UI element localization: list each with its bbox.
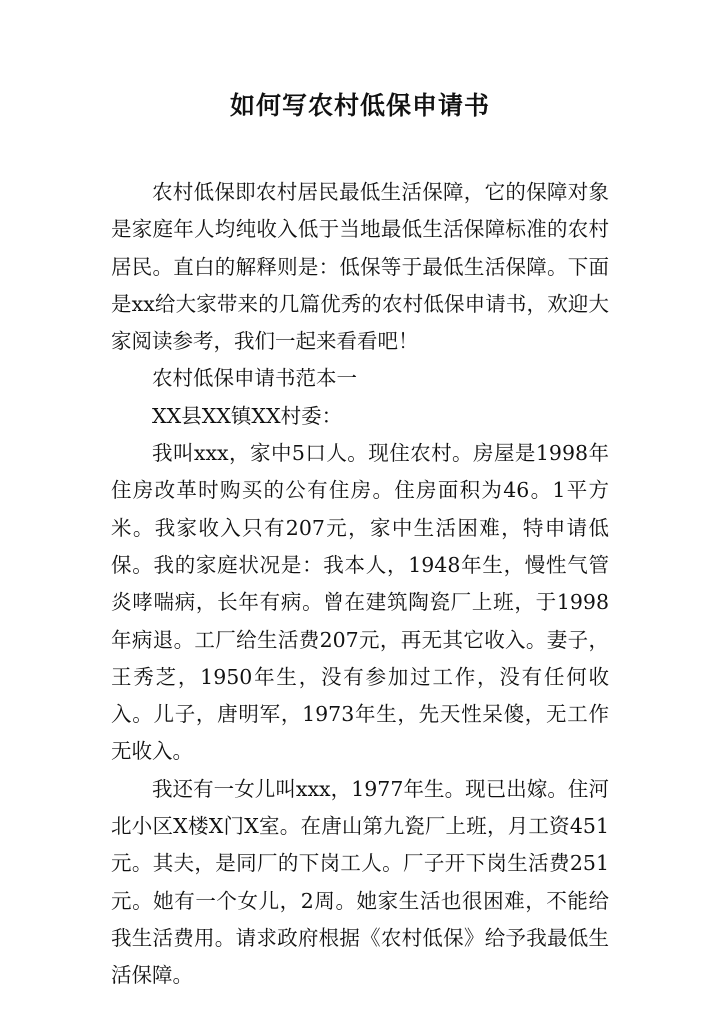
document-title: 如何写农村低保申请书 <box>229 91 490 120</box>
intro-paragraph: 农村低保即农村居民最低生活保障，它的保障对象是家庭年人均纯收入低于当地最低生活保障标准的农村居民。直白的解释则是：低保等于最低生活保障。下面是xx给大家带来的几篇优秀的农村低保申请书，欢迎大家阅读参考，我们一起来看看吧！ <box>111 180 609 354</box>
body-paragraph: 我叫xxx，家中5口人。现住农村。房屋是1998年住房改革时购买的公有住房。住房面积为46。1平方米。我家收入只有207元，家中生活困难，特申请低保。我的家庭状况是：我本人，1948年生，慢性气管炎哮喘病，长年有病。曾在建筑陶瓷厂上班，于1998年病退。工厂给生活费207元，再无其它收入。妻子，王秀芝，1950年生，没有参加过工作，没有任何收入。儿子，唐明军，1973年生，先天性呆傻，无工作无收入。 <box>111 441 609 764</box>
body-paragraph: 我还有一女儿叫xxx，1977年生。现已出嫁。住河北小区X楼X门X室。在唐山第九瓷厂上班，月工资451元。其夫，是同厂的下岗工人。厂子开下岗生活费251元。她有一个女儿，2周。她家生活也很困难，不能给我生活费用。请求政府根据《农村低保》给予我最低生活保障。 <box>111 776 609 988</box>
document-body <box>111 174 609 995</box>
salutation: XX县XX镇XX村委： <box>152 403 343 428</box>
section-heading: 农村低保申请书范本一 <box>152 366 357 391</box>
